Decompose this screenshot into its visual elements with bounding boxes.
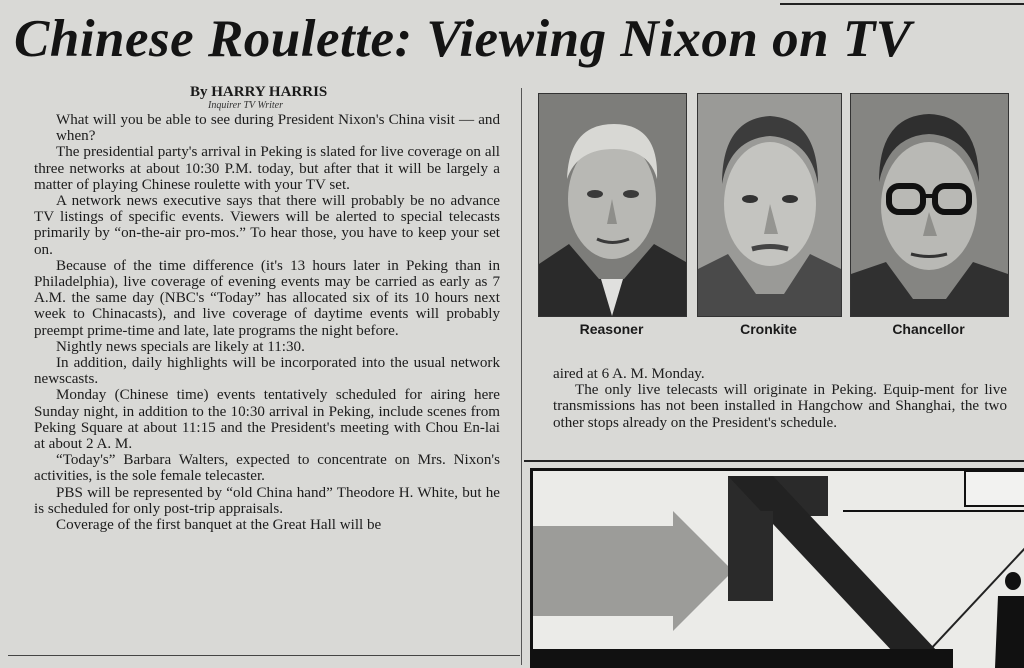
paragraph: Monday (Chinese time) events tentatively scheduled for airing here Sunday night, in addition to the 10:30 arrival in Peking, include scenes from Peking Square at about 11:15 and the President's meeting with Chou En-lai at about 2 A. M. (34, 387, 500, 453)
paragraph: A network news executive says that there will probably be no advance TV listings of specific events. Viewers will be alerted to special telecasts primarily by “on-the-air pro-mos.” To hear those, you have to keep your set on. (34, 193, 500, 258)
paragraph: Because of the time difference (it's 13 hours later in Peking than in Philadelphia), live coverage of evening events may be carried as early as 7 A.M. the same day (NBC's “Today” has allocated six of its 10 hours next week to Chinacasts), and live coverage of daytime events will probably preempt prime-time and late, late programs the night before. (34, 257, 500, 339)
top-rule (780, 3, 1024, 5)
column-divider (521, 88, 522, 665)
chancellor-photo (850, 93, 1009, 317)
headline: Chinese Roulette: Viewing Nixon on TV (14, 10, 912, 68)
byline: By HARRY HARRIS (190, 84, 328, 100)
paragraph: “Today's” Barbara Walters, expected to concentrate on Mrs. Nixon's activities, is the sole female telecaster. (34, 452, 500, 485)
photo-caption: Reasoner (579, 321, 644, 337)
section-rule (524, 460, 1024, 462)
article-column-1 (34, 112, 500, 533)
paragraph: The only live telecasts will originate in Peking. Equip-ment for live transmissions has not been installed in Hangchow and Shanghai, the two other stops already on the President's schedule. (553, 382, 1007, 431)
paragraph: PBS will be represented by “old China hand” Theodore H. White, but he is scheduled for only post-trip appraisals. (34, 484, 500, 517)
illustration-graphic (530, 468, 1024, 668)
paragraph: The presidential party's arrival in Peking is slated for live coverage on all three networks at about 10:30 P.M. today, but after that it will be largely a matter of playing Chinese roulette with your TV set. (34, 144, 500, 193)
article-column-2 (553, 366, 1007, 431)
paragraph: What will you be able to see during President Nixon's China visit — and when? (56, 112, 500, 145)
paragraph: Nightly news specials are likely at 11:30. (56, 338, 305, 355)
photo-caption: Chancellor (892, 321, 965, 337)
reasoner-photo (538, 93, 687, 317)
byline-title: Inquirer TV Writer (208, 100, 284, 111)
bottom-rule (8, 655, 520, 656)
cronkite-photo (697, 93, 842, 317)
paragraph: In addition, daily highlights will be incorporated into the usual network newscasts. (34, 355, 500, 388)
paragraph: Coverage of the first banquet at the Great Hall will be (56, 517, 382, 534)
photo-caption: Cronkite (740, 321, 797, 337)
paragraph: aired at 6 A. M. Monday. (553, 366, 705, 382)
